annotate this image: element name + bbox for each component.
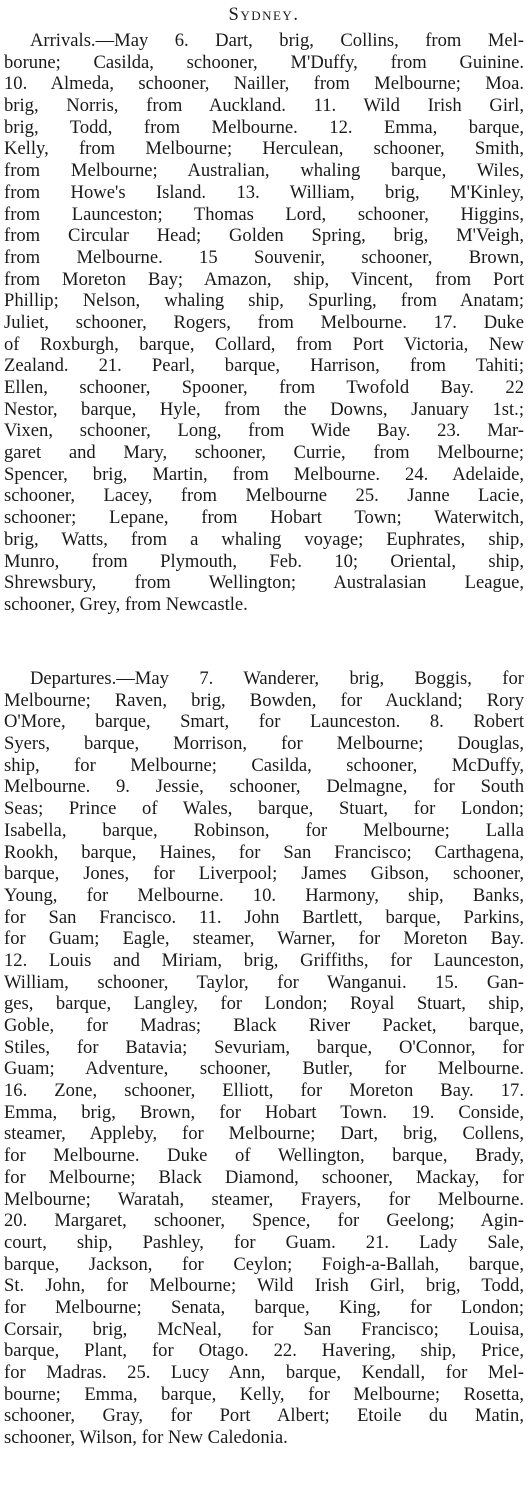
arrivals-line: brig, Todd, from Melbourne. 12. Emma, barque,: [4, 116, 524, 138]
departures-line: for Madras. 25. Lucy Ann, barque, Kendall, for Mel-: [4, 1362, 524, 1383]
departures-line: Isabella, barque, Robinson, for Melbourne; Lalla: [4, 819, 524, 841]
departures-line: Melbourne. 9. Jessie, schooner, Delmagne, for South: [4, 776, 524, 798]
arrivals-line: schooner; Lepane, from Hobart Town; Waterwitch,: [4, 507, 524, 529]
arrivals-line: Juliet, schooner, Rogers, from Melbourne. 17. Duke: [4, 311, 524, 333]
arrivals-line: Phillip; Nelson, whaling ship, Spurling, from Anatam;: [4, 290, 524, 312]
departures-line: Young, for Melbourne. 10. Harmony, ship, Banks,: [4, 884, 524, 906]
departures-paragraph: [4, 668, 524, 1449]
departures-line: for Guam; Eagle, steamer, Warner, for Moreton Bay.: [4, 928, 524, 950]
arrivals-line: schooner, Grey, from Newcastle.: [4, 593, 248, 615]
departures-line: schooner, Wilson, for New Caledonia.: [4, 1427, 288, 1449]
departures-line: for Melbourne; Black Diamond, schooner, Mackay, for: [4, 1166, 524, 1188]
arrivals-line: brig, Watts, from a whaling voyage; Euphrates, ship,: [4, 528, 524, 550]
arrivals-line: from Moreton Bay; Amazon, ship, Vincent, from Port: [4, 268, 524, 290]
arrivals-line: from Melbourne; Australian, whaling barque, Wiles,: [4, 160, 524, 182]
departures-line: steamer, Appleby, for Melbourne; Dart, brig, Collens,: [4, 1123, 524, 1145]
departures-line: court, ship, Pashley, for Guam. 21. Lady Sale,: [4, 1231, 524, 1253]
arrivals-line: from Circular Head; Golden Spring, brig, M'Veigh,: [4, 225, 524, 247]
arrivals-line: Vixen, schooner, Long, from Wide Bay. 23. Mar-: [4, 420, 524, 442]
departures-line: ship, for Melbourne; Casilda, schooner, McDuffy,: [4, 754, 524, 776]
departures-line: Stiles, for Batavia; Sevuriam, barque, O'Connor, for: [4, 1036, 524, 1058]
departures-line: Rookh, barque, Haines, for San Francisco; Carthagena,: [4, 841, 524, 863]
arrivals-line: from Launceston; Thomas Lord, schooner, Higgins,: [4, 203, 524, 225]
arrivals-line: Arrivals.—May 6. Dart, brig, Collins, from Mel-: [30, 30, 524, 51]
departures-line: St. John, for Melbourne; Wild Irish Girl, brig, Todd,: [4, 1275, 524, 1297]
section-heading: Sydney.: [228, 5, 300, 25]
arrivals-line: Shrewsbury, from Wellington; Australasian League,: [4, 572, 524, 594]
departures-line: Departures.—May 7. Wanderer, brig, Boggis, for: [30, 668, 524, 689]
arrivals-line: Ellen, schooner, Spooner, from Twofold Bay. 22: [4, 377, 524, 398]
departures-line: ges, barque, Langley, for London; Royal Stuart, ship,: [4, 993, 524, 1015]
departures-line: Emma, brig, Brown, for Hobart Town. 19. Conside,: [4, 1101, 524, 1123]
arrivals-line: brig, Norris, from Auckland. 11. Wild Irish Girl,: [4, 95, 524, 117]
departures-line: for Melbourne. Duke of Wellington, barque, Brady,: [4, 1145, 524, 1167]
departures-line: bourne; Emma, barque, Kelly, for Melbourne; Rosetta,: [4, 1383, 524, 1405]
departures-line: O'More, barque, Smart, for Launceston. 8. Robert: [4, 711, 524, 733]
departures-line: schooner, Gray, for Port Albert; Etoile du Matin,: [4, 1405, 524, 1427]
arrivals-line: 10. Almeda, schooner, Nailler, from Melbourne; Moa.: [4, 73, 524, 95]
arrivals-line: garet and Mary, schooner, Currie, from Melbourne;: [4, 442, 524, 464]
departures-line: William, schooner, Taylor, for Wanganui. 15. Gan-: [4, 971, 524, 993]
arrivals-line: borune; Casilda, schooner, M'Duffy, from Guinine.: [4, 51, 524, 73]
departures-line: barque, Plant, for Otago. 22. Havering, ship, Price,: [4, 1340, 524, 1362]
arrivals-line: Kelly, from Melbourne; Herculean, schooner, Smith,: [4, 138, 524, 160]
departures-line: barque, Jones, for Liverpool; James Gibson, schooner,: [4, 863, 524, 885]
arrivals-line: of Roxburgh, barque, Collard, from Port Victoria, New: [4, 333, 524, 355]
departures-line: barque, Jackson, for Ceylon; Foigh-a-Ballah, barque,: [4, 1253, 524, 1275]
departures-line: 12. Louis and Miriam, brig, Griffiths, for Launceston,: [4, 949, 524, 971]
arrivals-line: Zealand. 21. Pearl, barque, Harrison, from Tahiti;: [4, 355, 524, 377]
departures-line: for San Francisco. 11. John Bartlett, barque, Parkins,: [4, 906, 524, 928]
arrivals-paragraph: [4, 30, 524, 616]
departures-line: 16. Zone, schooner, Elliott, for Moreton Bay. 17.: [4, 1080, 524, 1102]
arrivals-line: schooner, Lacey, from Melbourne 25. Janne Lacie,: [4, 485, 524, 507]
arrivals-line: Nestor, barque, Hyle, from the Downs, January 1st.;: [4, 398, 524, 420]
departures-line: Goble, for Madras; Black River Packet, barque,: [4, 1015, 524, 1036]
arrivals-line: from Melbourne. 15 Souvenir, schooner, Brown,: [4, 246, 524, 268]
departures-line: Melbourne; Raven, brig, Bowden, for Auckland; Rory: [4, 689, 524, 711]
departures-line: 20. Margaret, schooner, Spence, for Geelong; Agin-: [4, 1210, 524, 1232]
arrivals-line: Munro, from Plymouth, Feb. 10; Oriental, ship,: [4, 550, 524, 572]
departures-line: Seas; Prince of Wales, barque, Stuart, for London;: [4, 798, 524, 820]
departures-line: Syers, barque, Morrison, for Melbourne; Douglas,: [4, 733, 524, 755]
arrivals-line: from Howe's Island. 13. William, brig, M'Kinley,: [4, 181, 524, 203]
departures-line: Guam; Adventure, schooner, Butler, for Melbourne.: [4, 1058, 524, 1080]
departures-line: for Melbourne; Senata, barque, King, for London;: [4, 1296, 524, 1318]
departures-line: Corsair, brig, McNeal, for San Francisco; Louisa,: [4, 1318, 524, 1340]
arrivals-line: Spencer, brig, Martin, from Melbourne. 24. Adelaide,: [4, 463, 524, 485]
departures-line: Melbourne; Waratah, steamer, Frayers, for Melbourne.: [4, 1188, 524, 1210]
